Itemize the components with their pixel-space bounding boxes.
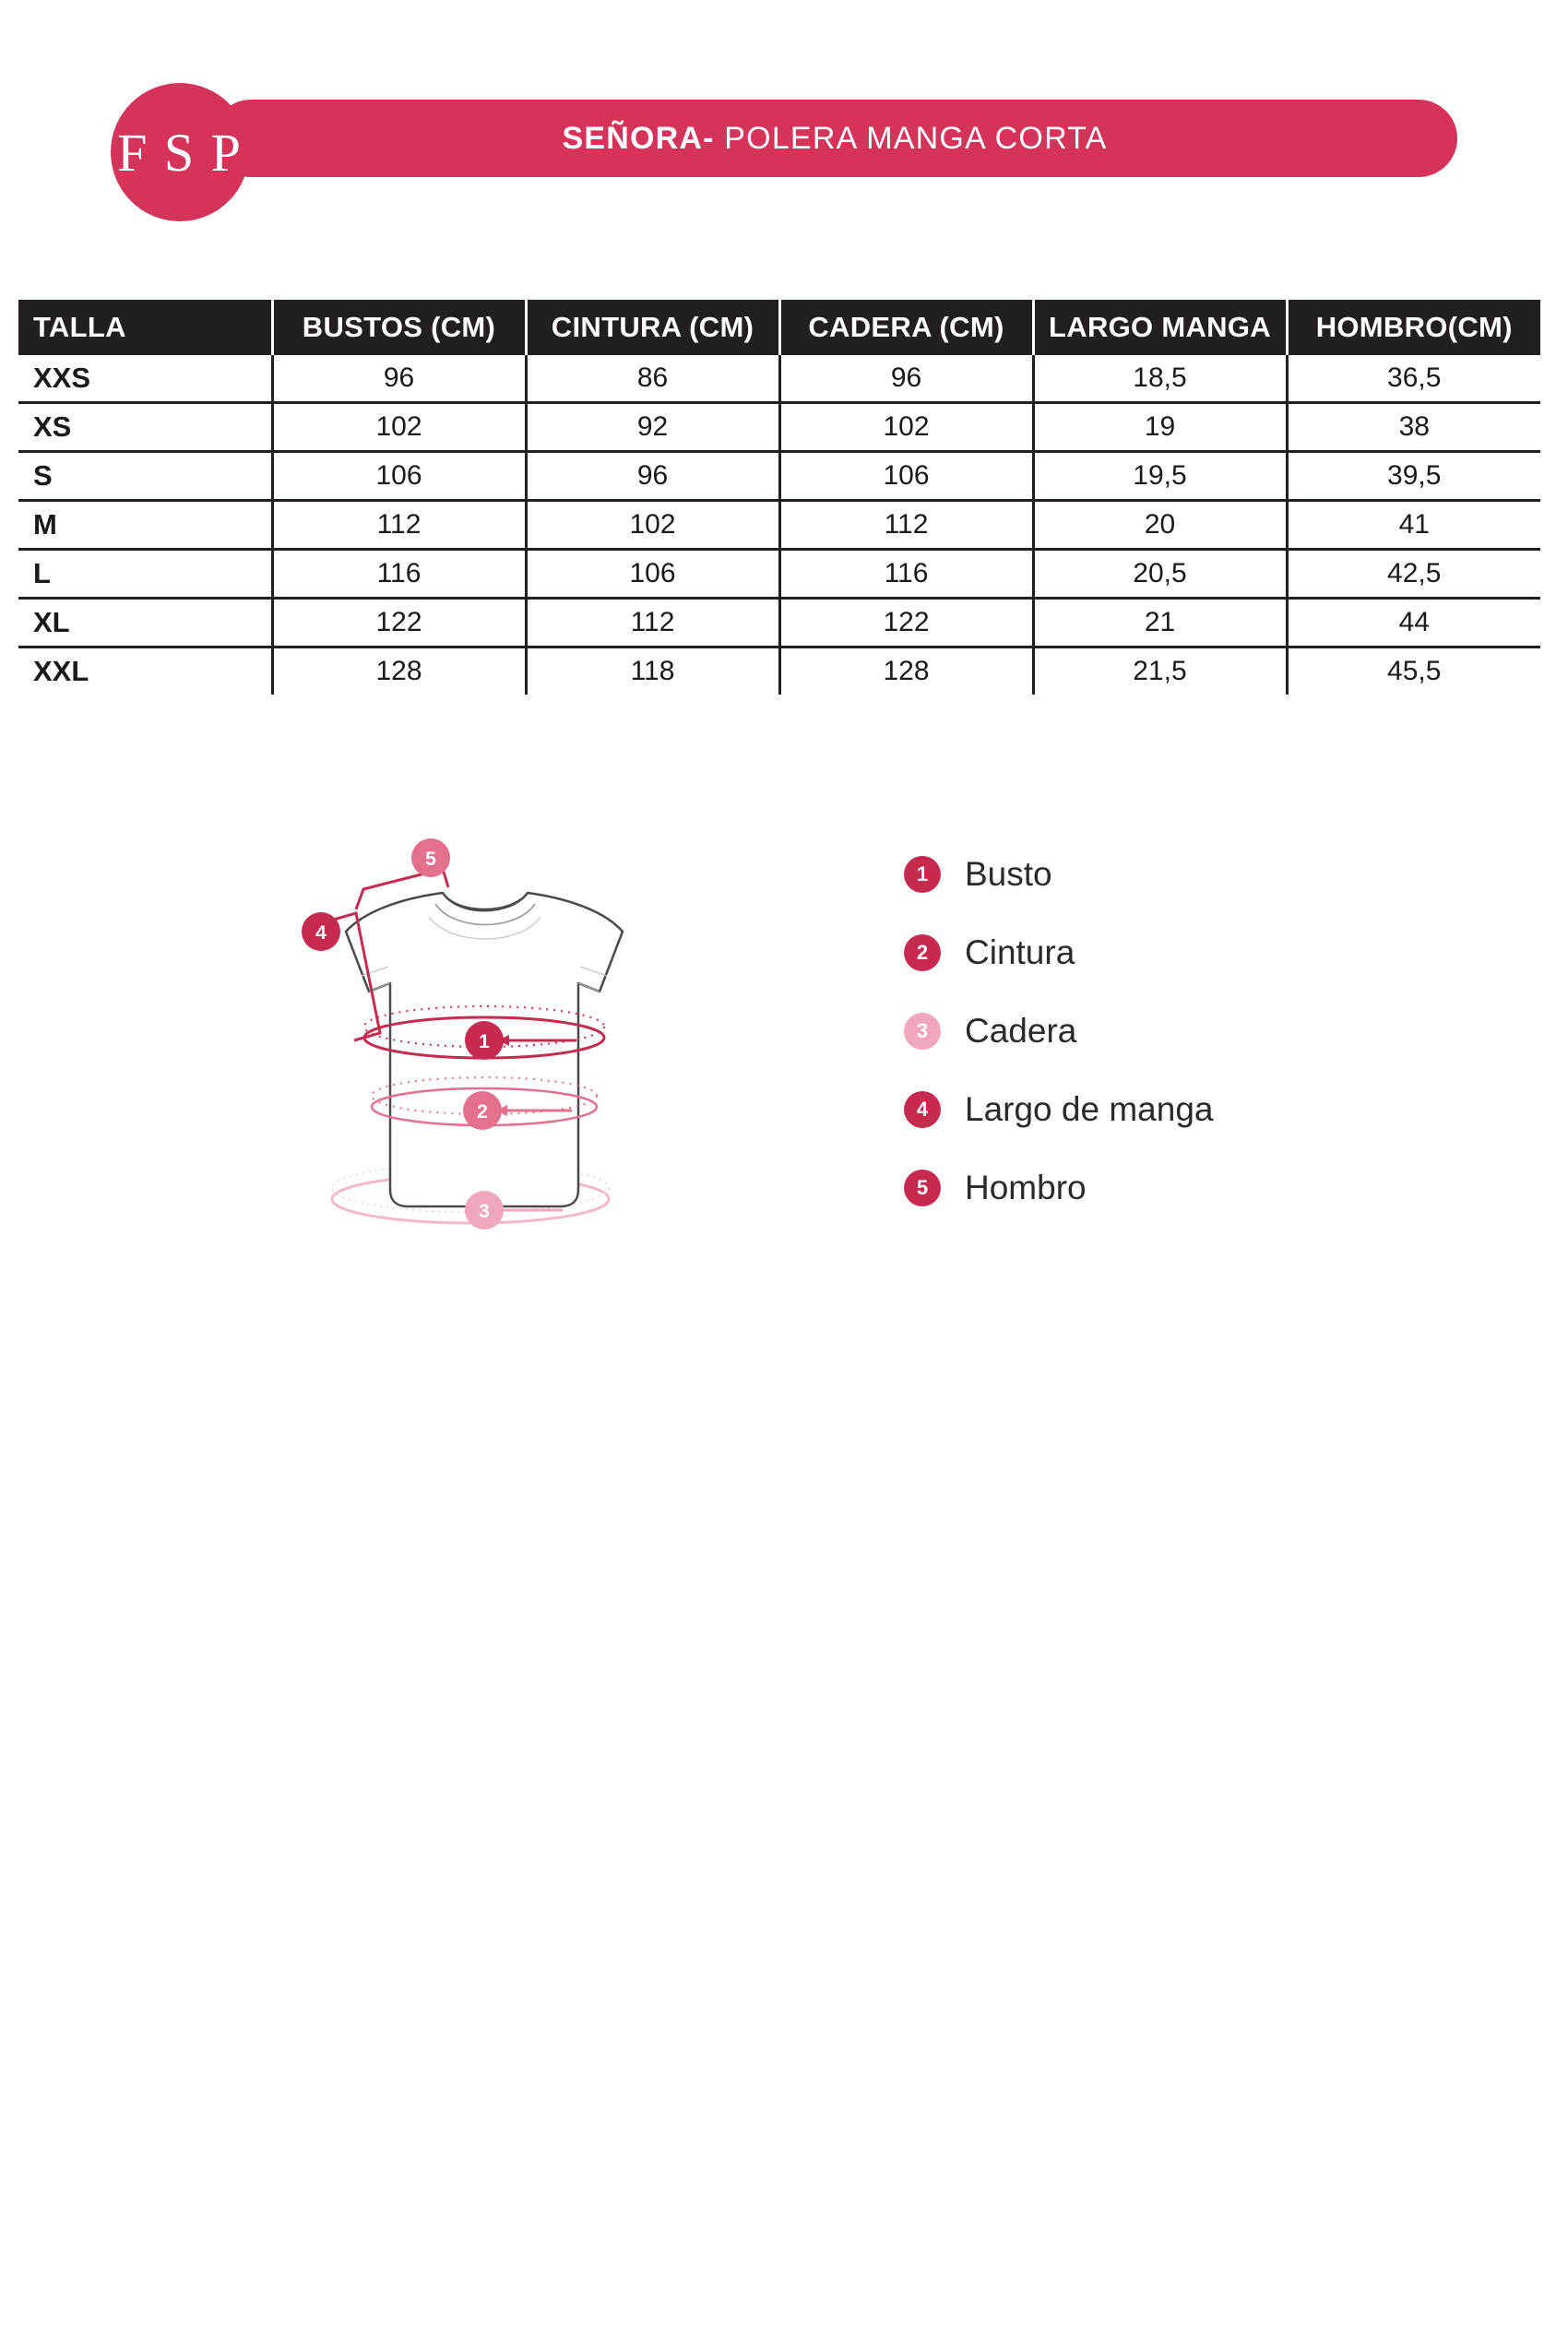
legend-badge-2: 2 [904,934,941,971]
table-row [18,355,1540,403]
header-banner [212,100,1457,177]
garment-diagram [166,802,812,1291]
legend-item-cadera [904,992,1476,1070]
cell-cintura: 118 [526,647,779,695]
cell-cadera: 96 [779,355,1033,403]
column-header-cadera: CADERA (CM) [779,300,1033,355]
page-title [562,121,1107,157]
cell-busto: 96 [272,355,526,403]
legend-item-cintura [904,913,1476,992]
svg-text:2: 2 [477,1101,488,1123]
cell-cadera: 116 [779,550,1033,599]
legend-badge-1: 1 [904,856,941,893]
cell-size: M [18,501,272,550]
cell-size: XS [18,403,272,452]
page-title-garment: POLERA MANGA CORTA [714,120,1108,156]
measurement-legend [904,835,1476,1227]
cell-hombro: 42,5 [1287,550,1540,599]
legend-label-cadera: Cadera [965,1011,1077,1050]
cell-cintura: 92 [526,403,779,452]
diagram-marker-1 [465,1021,504,1060]
cell-largo-manga: 19,5 [1033,452,1287,501]
cell-cadera: 102 [779,403,1033,452]
cell-largo-manga: 19 [1033,403,1287,452]
legend-badge-5: 5 [904,1170,941,1206]
cell-largo-manga: 21 [1033,599,1287,647]
diagram-marker-3 [465,1191,504,1229]
table-row [18,403,1540,452]
cell-busto: 116 [272,550,526,599]
page-title-category: SEÑORA- [562,120,715,156]
legend-badge-3: 3 [904,1013,941,1050]
cell-cadera: 128 [779,647,1033,695]
legend-label-busto: Busto [965,854,1052,893]
legend-item-hombro [904,1148,1476,1227]
table-row [18,599,1540,647]
table-row [18,647,1540,695]
cell-cintura: 112 [526,599,779,647]
cell-hombro: 38 [1287,403,1540,452]
cell-cadera: 122 [779,599,1033,647]
cell-size: XXS [18,355,272,403]
cell-size: XXL [18,647,272,695]
cell-busto: 128 [272,647,526,695]
diagram-marker-2 [463,1091,502,1130]
brand-logo-text: F S P [117,122,243,183]
table-row [18,452,1540,501]
cell-largo-manga: 18,5 [1033,355,1287,403]
cell-size: XL [18,599,272,647]
table-row [18,550,1540,599]
legend-label-hombro: Hombro [965,1168,1087,1206]
cell-hombro: 39,5 [1287,452,1540,501]
cell-hombro: 45,5 [1287,647,1540,695]
cell-cintura: 102 [526,501,779,550]
page-header [111,83,1457,194]
cell-busto: 112 [272,501,526,550]
legend-item-busto [904,835,1476,913]
table-row [18,501,1540,550]
column-header-talla: TALLA [18,300,272,355]
cell-cintura: 106 [526,550,779,599]
legend-badge-4: 4 [904,1091,941,1128]
legend-label-cintura: Cintura [965,932,1075,971]
diagram-marker-4 [302,912,340,951]
column-header-bustos: BUSTOS (CM) [272,300,526,355]
svg-text:4: 4 [315,922,327,944]
cell-busto: 102 [272,403,526,452]
cell-hombro: 44 [1287,599,1540,647]
column-header-largo-manga: LARGO MANGA [1033,300,1287,355]
column-header-hombro: HOMBRO(CM) [1287,300,1540,355]
cell-size: L [18,550,272,599]
tshirt-measurement-svg [166,802,812,1291]
diagram-marker-5 [411,838,450,877]
cell-cadera: 112 [779,501,1033,550]
cell-largo-manga: 21,5 [1033,647,1287,695]
cell-busto: 122 [272,599,526,647]
cell-busto: 106 [272,452,526,501]
cell-largo-manga: 20 [1033,501,1287,550]
column-header-cintura: CINTURA (CM) [526,300,779,355]
table-header-row [18,300,1540,355]
brand-logo [111,83,249,221]
svg-text:1: 1 [479,1031,490,1052]
cell-hombro: 41 [1287,501,1540,550]
legend-label-largo-manga: Largo de manga [965,1089,1214,1128]
svg-text:5: 5 [425,849,436,870]
cell-cintura: 96 [526,452,779,501]
cell-cintura: 86 [526,355,779,403]
size-table-container [18,300,1540,695]
cell-size: S [18,452,272,501]
cell-largo-manga: 20,5 [1033,550,1287,599]
size-table [18,300,1540,695]
svg-text:3: 3 [479,1201,490,1222]
cell-cadera: 106 [779,452,1033,501]
legend-item-largo-manga [904,1070,1476,1148]
cell-hombro: 36,5 [1287,355,1540,403]
